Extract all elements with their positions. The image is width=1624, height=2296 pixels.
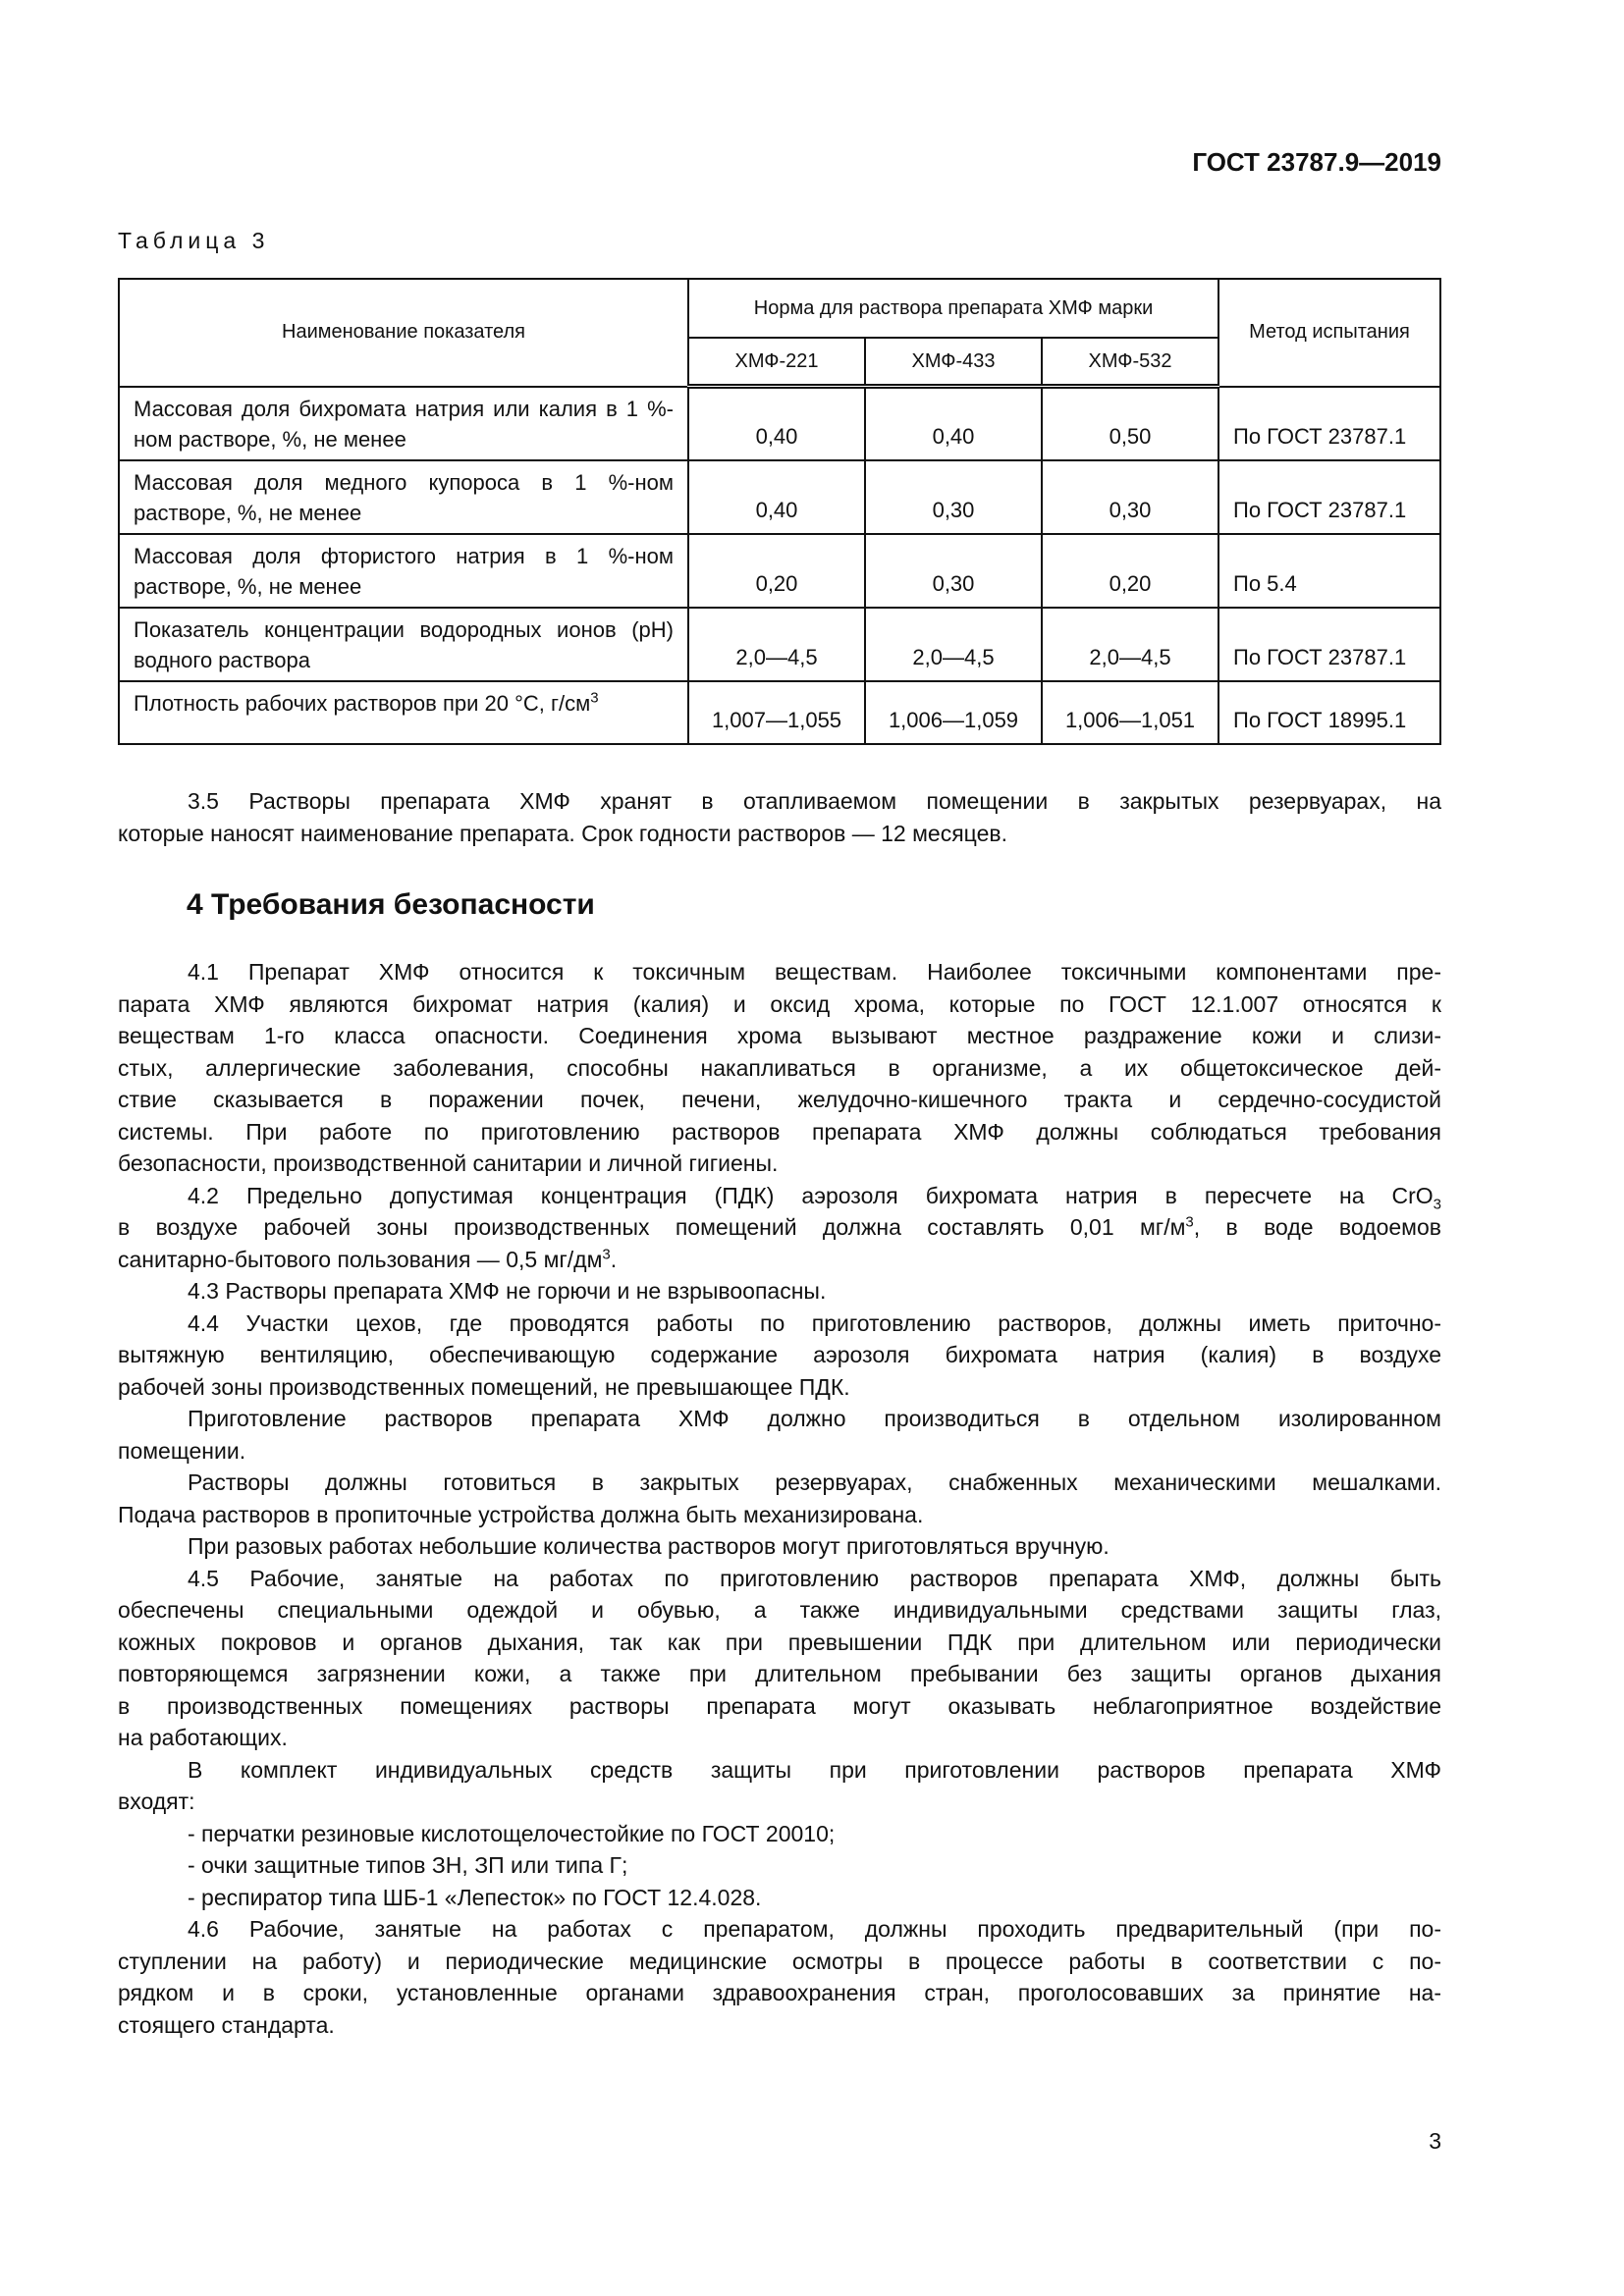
- section-heading: 4 Требования безопасности: [187, 888, 595, 921]
- text-line: [118, 818, 1441, 850]
- text-line: [118, 2009, 1441, 2042]
- value-cell: 0,40: [688, 460, 865, 534]
- value-cell: 2,0—4,5: [865, 608, 1042, 681]
- paragraph: [118, 1563, 1441, 1754]
- indicator-name: Массовая доля фтористого натрия в 1 %-ном растворе, %, не менее: [119, 534, 688, 608]
- table-row: [119, 387, 1440, 460]
- text-run: 4.1 Препарат ХМФ относится к токсичным веществам. Наиболее токсичными компонентами пре-: [188, 959, 1441, 985]
- table-row: [119, 681, 1440, 744]
- text-line: [118, 1786, 1441, 1818]
- text-run: 4.5 Рабочие, занятые на работах по приготовлению растворов препарата ХМФ, должны быть: [188, 1565, 1441, 1591]
- text-line: [118, 1308, 1441, 1340]
- indicator-name: Массовая доля медного купороса в 1 %-ном растворе, %, не менее: [119, 460, 688, 534]
- table-caption: Таблица 3: [118, 228, 270, 253]
- header-method: Метод испытания: [1218, 279, 1440, 387]
- value-cell: 0,20: [688, 534, 865, 608]
- text-line: [118, 1913, 1441, 1946]
- subscript: 3: [1433, 1196, 1441, 1213]
- text-line: [118, 1435, 1441, 1468]
- text-run: которые наносят наименование препарата. Срок годности растворов — 12 месяцев.: [118, 820, 1007, 846]
- text-line: [118, 1754, 1441, 1787]
- method-cell: По ГОСТ 23787.1: [1218, 387, 1440, 460]
- text-line: [118, 1180, 1441, 1212]
- text-run: 3.5 Растворы препарата ХМФ хранят в отапливаемом помещении в закрытых резервуарах, на: [188, 788, 1441, 814]
- value-cell: 0,40: [688, 387, 865, 460]
- text-line: [118, 1849, 1441, 1882]
- paragraph: [118, 1467, 1441, 1530]
- text-run: рабочей зоны производственных помещений, не превышающее ПДК.: [118, 1373, 850, 1400]
- text-run: Растворы должны готовиться в закрытых резервуарах, снабженных механическими мешалками.: [188, 1469, 1441, 1495]
- paragraph: [118, 1882, 1441, 1914]
- page-number: 3: [1429, 2128, 1441, 2154]
- value-cell: 0,30: [865, 460, 1042, 534]
- text-run: Подача растворов в пропиточные устройства должна быть механизирована.: [118, 1501, 924, 1527]
- table-row: [119, 460, 1440, 534]
- text-run: .: [610, 1246, 618, 1272]
- text-line: [118, 1594, 1441, 1627]
- table-row: [119, 608, 1440, 681]
- value-cell: 1,007—1,055: [688, 681, 865, 744]
- value-cell: 0,30: [865, 534, 1042, 608]
- paragraph: [118, 1530, 1441, 1563]
- text-run: , в воде водоемов: [1193, 1214, 1441, 1240]
- text-run: кожных покровов и органов дыхания, так как при превышении ПДК при длительном или периодически: [118, 1629, 1441, 1655]
- text-run: в производственных помещениях растворы препарата могут оказывать неблагоприятное воздействие: [118, 1692, 1441, 1719]
- superscript: 3: [602, 1245, 611, 1262]
- text-run: ствие сказывается в поражении почек, печени, желудочно-кишечного тракта и сердечно-сосудистой: [118, 1087, 1441, 1112]
- paragraph: [118, 1275, 1441, 1308]
- text-run: обеспечены специальными одеждой и обувью, а также индивидуальными средствами защиты глаз,: [118, 1597, 1441, 1623]
- indicator-name: Показатель концентрации водородных ионов (pH) водного раствора: [119, 608, 688, 681]
- value-cell: 2,0—4,5: [1042, 608, 1218, 681]
- paragraph: [118, 1403, 1441, 1467]
- text-run: помещении.: [118, 1437, 246, 1464]
- text-run: 4.3 Растворы препарата ХМФ не горючи и не взрывоопасны.: [188, 1278, 827, 1304]
- text-run: ступлении на работу) и периодические медицинские осмотры в процессе работы в соответствии с по-: [118, 1948, 1441, 1974]
- text-line: [118, 1339, 1441, 1371]
- text-line: [118, 988, 1441, 1021]
- text-line: [118, 1627, 1441, 1659]
- text-run: стых, аллергические заболевания, способны накапливаться в организме, а их общетоксическое дей-: [118, 1054, 1441, 1081]
- text-line: [118, 1020, 1441, 1052]
- text-line: [118, 1052, 1441, 1085]
- text-run: 4.4 Участки цехов, где проводятся работы по приготовлению растворов, должны иметь приточно-: [188, 1309, 1441, 1336]
- text-line: [118, 1530, 1441, 1563]
- header-norm: Норма для раствора препарата ХМФ марки: [688, 279, 1218, 338]
- paragraph: [118, 1913, 1441, 2041]
- value-cell: 0,20: [1042, 534, 1218, 608]
- header-indicator-name: Наименование показателя: [119, 279, 688, 387]
- text-run: вытяжную вентиляцию, обеспечивающую содержание аэрозоля бихромата натрия (калия) в воздухе: [118, 1342, 1441, 1367]
- text-line: [118, 1275, 1441, 1308]
- text-line: [118, 1690, 1441, 1723]
- text-run: безопасности, производственной санитарии и личной гигиены.: [118, 1150, 779, 1176]
- text-run: В комплект индивидуальных средств защиты при приготовлении растворов препарата ХМФ: [188, 1756, 1441, 1783]
- text-run: на работающих.: [118, 1725, 288, 1750]
- text-run: стоящего стандарта.: [118, 2011, 335, 2038]
- text-line: [118, 1116, 1441, 1148]
- paragraph: [118, 956, 1441, 1180]
- text-run: входят:: [118, 1789, 195, 1814]
- text-line: [118, 1658, 1441, 1690]
- text-run: санитарно-бытового пользования — 0,5 мг/дм: [118, 1246, 603, 1272]
- text-run: - респиратор типа ШБ-1 «Лепесток» по ГОСТ 12.4.028.: [188, 1884, 762, 1910]
- text-run: Приготовление растворов препарата ХМФ должно производиться в отдельном изолированном: [188, 1406, 1441, 1431]
- indicator-name-text: Плотность рабочих растворов при 20 °С, г/см: [134, 690, 591, 716]
- text-line: [118, 1722, 1441, 1754]
- value-cell: 1,006—1,051: [1042, 681, 1218, 744]
- indicator-name: Массовая доля бихромата натрия или калия в 1 %-ном растворе, %, не менее: [119, 387, 688, 460]
- text-line: [118, 1946, 1441, 1978]
- paragraph: [118, 1308, 1441, 1404]
- value-cell: 0,30: [1042, 460, 1218, 534]
- method-cell: По 5.4: [1218, 534, 1440, 608]
- header-brand: ХМФ-221: [688, 338, 865, 387]
- text-run: системы. При работе по приготовлению растворов препарата ХМФ должны соблюдаться требования: [118, 1118, 1441, 1145]
- table-row: [119, 534, 1440, 608]
- section-4-body: [118, 956, 1441, 2041]
- value-cell: 0,50: [1042, 387, 1218, 460]
- text-line: [118, 1882, 1441, 1914]
- text-line: [118, 956, 1441, 988]
- text-run: в воздухе рабочей зоны производственных помещений должна составлять 0,01 мг/м: [118, 1214, 1186, 1240]
- text-run: 4.6 Рабочие, занятые на работах с препаратом, должны проходить предварительный (при по-: [188, 1916, 1441, 1942]
- text-run: - очки защитные типов ЗН, ЗП или типа Г;: [188, 1852, 628, 1878]
- value-cell: 0,40: [865, 387, 1042, 460]
- text-line: [118, 1244, 1441, 1276]
- text-run: веществам 1-го класса опасности. Соединения хрома вызывают местное раздражение кожи и слизи-: [118, 1023, 1441, 1048]
- text-line: [118, 1403, 1441, 1435]
- text-run: повторяющемся загрязнении кожи, а также при длительном пребывании без защиты органов дыхания: [118, 1661, 1441, 1686]
- paragraph: [118, 1754, 1441, 1818]
- requirements-table: [118, 278, 1441, 745]
- text-line: [118, 1563, 1441, 1595]
- text-run: парата ХМФ являются бихромат натрия (калия) и оксид хрома, которые по ГОСТ 12.1.007 относятся к: [118, 990, 1441, 1017]
- paragraph-3-5: [118, 785, 1441, 849]
- text-run: рядком и в сроки, установленные органами здравоохранения стран, проголосовавших за принятие на-: [118, 1980, 1441, 2005]
- text-line: [118, 1084, 1441, 1116]
- text-line: [118, 785, 1441, 818]
- method-cell: По ГОСТ 23787.1: [1218, 460, 1440, 534]
- paragraph: [118, 1180, 1441, 1276]
- paragraph: [118, 1849, 1441, 1882]
- text-line: [118, 1499, 1441, 1531]
- text-line: [118, 1148, 1441, 1180]
- text-line: [118, 1818, 1441, 1850]
- method-cell: По ГОСТ 23787.1: [1218, 608, 1440, 681]
- document-code: ГОСТ 23787.9—2019: [1192, 147, 1441, 177]
- value-cell: 1,006—1,059: [865, 681, 1042, 744]
- text-line: [118, 1977, 1441, 2009]
- text-line: [118, 1211, 1441, 1244]
- text-line: [118, 1371, 1441, 1404]
- superscript: 3: [1185, 1213, 1194, 1231]
- superscript: 3: [590, 689, 599, 707]
- text-run: - перчатки резиновые кислотощелочестойкие по ГОСТ 20010;: [188, 1820, 836, 1846]
- header-brand: ХМФ-433: [865, 338, 1042, 387]
- method-cell: По ГОСТ 18995.1: [1218, 681, 1440, 744]
- text-run: 4.2 Предельно допустимая концентрация (ПДК) аэрозоля бихромата натрия в пересчете на CrO: [188, 1182, 1434, 1208]
- text-line: [118, 1467, 1441, 1499]
- header-brand: ХМФ-532: [1042, 338, 1218, 387]
- text-run: При разовых работах небольшие количества растворов могут приготовляться вручную.: [188, 1533, 1110, 1559]
- paragraph: [118, 1818, 1441, 1850]
- value-cell: 2,0—4,5: [688, 608, 865, 681]
- paragraph: [118, 785, 1441, 849]
- indicator-name: [119, 681, 688, 744]
